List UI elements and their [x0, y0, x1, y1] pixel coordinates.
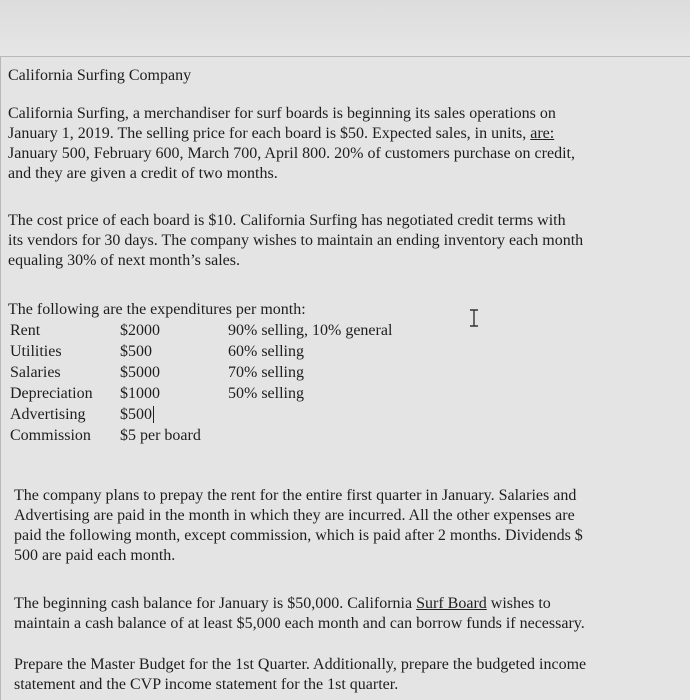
paragraph-line: 500 are paid each month. — [14, 547, 176, 564]
expenditures-table — [10, 320, 392, 446]
underlined-word: are: — [530, 125, 555, 142]
editing-cursor-value[interactable]: $500 — [120, 406, 152, 423]
paragraph-line: Advertising are paid in the month in which they are incurred. All the other expenses are — [14, 507, 575, 524]
paragraph-cost — [8, 211, 583, 271]
expenditures-heading: The following are the expenditures per month: — [8, 301, 306, 318]
table-row: Advertising $500 — [10, 406, 152, 423]
paragraph-line: Prepare the Master Budget for the 1st Quarter. Additionally, prepare the budgeted income — [14, 656, 587, 673]
paragraph-line: and they are given a credit of two months. — [8, 165, 278, 182]
paragraph-line: California Surfing, a merchandiser for surf boards is beginning its sales operations on — [8, 105, 556, 122]
paragraph-line: January 1, 2019. The selling price for each board is $50. Expected sales, in units, — [8, 125, 527, 142]
paragraph-instructions — [14, 655, 586, 695]
table-row: Utilities $500 60% selling — [10, 343, 304, 360]
table-row: Salaries $5000 70% selling — [10, 364, 304, 381]
section-left-border — [0, 456, 1, 700]
paragraph-line: its vendors for 30 days. The company wishes to maintain an ending inventory each month — [8, 232, 584, 249]
paragraph-intro — [8, 104, 575, 184]
paragraph-payment-terms — [14, 486, 583, 566]
table-row: Rent $2000 90% selling, 10% general — [10, 322, 393, 339]
paragraph-line: The company plans to prepay the rent for the entire first quarter in January. Salaries and — [14, 487, 577, 504]
paragraph-line: The cost price of each board is $10. California Surfing has negotiated credit terms with — [8, 212, 566, 229]
table-row: Depreciation $1000 50% selling — [10, 385, 304, 402]
paragraph-cash-balance: The beginning cash balance for January is $50,000. California Surf Board wishes to maintain a cash balance of at least $5,000 each month and can borrow funds if necessary. — [14, 595, 585, 632]
paragraph-line: equaling 30% of next month’s sales. — [8, 252, 240, 269]
paragraph-line: paid the following month, except commission, which is paid after 2 months. Dividends $ — [14, 527, 583, 544]
table-row: Commission $5 per board — [10, 427, 201, 444]
text-cursor-icon — [468, 309, 480, 327]
frame-top-border — [0, 56, 690, 57]
paragraph-line: statement and the CVP income statement for the 1st quarter. — [14, 676, 399, 693]
surf-board-link[interactable]: Surf Board — [416, 595, 487, 612]
document-title: California Surfing Company — [8, 67, 192, 84]
paragraph-line: January 500, February 600, March 700, April 800. 20% of customers purchase on credit, — [8, 145, 575, 162]
paragraph-line: maintain a cash balance of at least $5,000 each month and can borrow funds if necessary. — [14, 615, 585, 632]
